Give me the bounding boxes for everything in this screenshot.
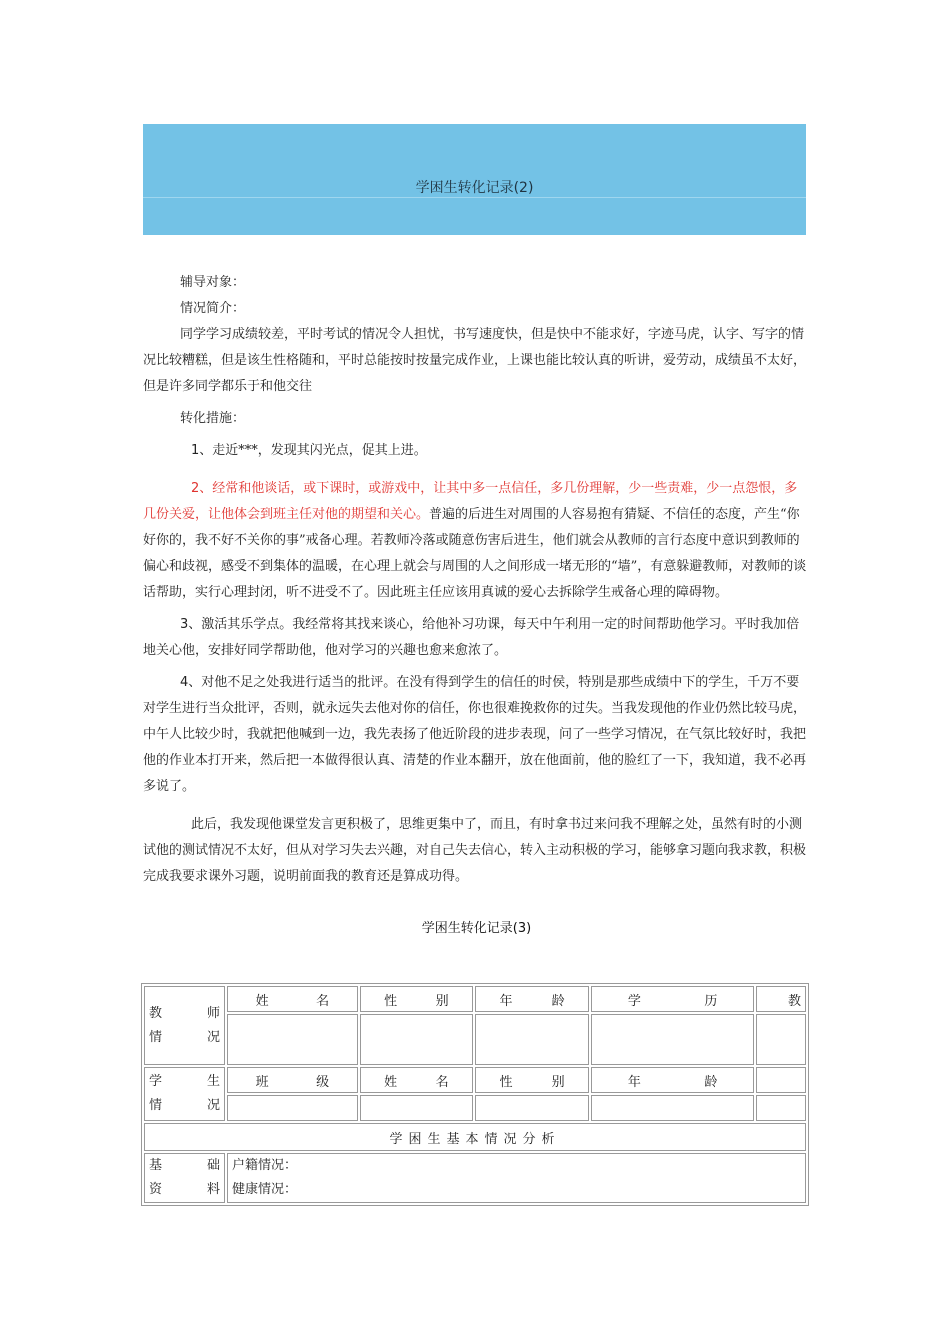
student-label-b1: 情 (149, 1098, 163, 1113)
household-label: 户籍情况： (231, 1158, 297, 1173)
measure-1-num: 1 (191, 443, 200, 458)
teacher-edu-char-1: 学 (627, 993, 641, 1009)
student-age-char-1: 年 (627, 1074, 641, 1090)
teacher-age-char-2: 龄 (551, 993, 565, 1009)
measure-4-num: 4 (180, 675, 189, 690)
measure-3-num: 3 (180, 617, 189, 632)
teacher-label-b2: 况 (206, 1029, 220, 1045)
measure-1 (143, 438, 810, 464)
basic-label-a1: 基 (149, 1158, 163, 1173)
measure-2 (143, 476, 810, 606)
student-age-char-2: 龄 (704, 1074, 718, 1090)
document-body (143, 270, 810, 890)
student-sex-cell[interactable] (475, 1095, 589, 1121)
student-class-char-2: 级 (316, 1074, 330, 1090)
student-info-table (141, 983, 809, 1206)
student-sex-char-2: 别 (551, 1074, 565, 1090)
teacher-label-a2: 师 (206, 1005, 220, 1021)
section-2-title: 学困生转化记录(3) (421, 921, 532, 936)
teacher-label-a1: 教 (149, 1005, 163, 1021)
student-name-header (360, 1067, 473, 1093)
teacher-name-header (227, 986, 358, 1012)
teacher-sex-cell[interactable] (360, 1014, 473, 1065)
teacher-age-header (475, 986, 589, 1012)
teacher-age-cell[interactable] (475, 1014, 589, 1065)
measure-4 (143, 670, 810, 800)
measures-label: 转化措施： (180, 411, 246, 426)
measure-3 (143, 612, 810, 664)
title-banner (143, 124, 806, 235)
teacher-edu-cell[interactable] (591, 1014, 754, 1065)
target-label: 辅导对象： (180, 275, 246, 290)
student-label-a1: 学 (149, 1074, 163, 1089)
student-label-b2: 况 (206, 1098, 220, 1113)
teacher-sex-header (360, 986, 473, 1012)
student-class-char-1: 班 (255, 1074, 269, 1090)
teacher-label-b1: 情 (149, 1029, 163, 1045)
intro-label: 情况简介： (180, 301, 246, 316)
banner-divider (143, 197, 806, 198)
student-extra-header (756, 1067, 806, 1093)
student-label-a2: 生 (206, 1074, 220, 1089)
teacher-name-char-1: 姓 (255, 993, 269, 1009)
intro-text: 同学学习成绩较差，平时考试的情况令人担忧，书写速度快，但是快中不能求好，字迹马虎，认字、写字的情况比较糟糕，但是该生性格随和，平时总能按时按量完成作业，上课也能比较认真的听讲，爱劳动，成绩虽不太好，但是许多同学都乐于和他交往 (143, 327, 807, 394)
basic-info-cell[interactable] (227, 1153, 806, 1203)
student-label (144, 1067, 225, 1121)
teacher-edu-header (591, 986, 754, 1012)
analysis-title: 学困生基本情况分析 (144, 1123, 806, 1151)
basic-label-b1: 资 (149, 1182, 163, 1197)
measure-3-text: 、激活其乐学点。我经常将其找来谈心，给他补习功课，每天中午利用一定的时间帮助他学习。平时我加倍地关心他，安排好同学帮助他，他对学习的兴趣也愈来愈浓了。 (143, 617, 800, 658)
measure-1-text: 、走近***，发现其闪光点，促其上进。 (199, 443, 427, 458)
student-sex-header (475, 1067, 589, 1093)
teacher-name-char-2: 名 (316, 993, 330, 1009)
basic-label (144, 1153, 225, 1203)
measure-2-text: 普遍的后进生对周围的人容易抱有猜疑、不信任的态度，产生“你好你的，我不好不关你的事”戒备心理。若教师冷落或随意伤害后进生，他们就会从教师的言行态度中意识到教师的偏心和歧视，感受不到集体的温暖，在心理上就会与周围的人之间形成一堵无形的“墙”，有意躲避教师，对教师的谈话帮助，实行心理封闭，听不进受不了。因此班主任应该用真诚的爱心去拆除学生戒备心理的障碍物。 (143, 507, 807, 600)
teacher-edu-char-2: 历 (704, 993, 718, 1009)
teacher-name-cell[interactable] (227, 1014, 358, 1065)
measure-2-red: 、经常和他谈话，或下课时，或游戏中，让其中多一点信任，多几份理解，少一些责难，少一点怨恨，多几份关爱，让他体会到班主任对他的期望和关心。 (143, 481, 798, 522)
student-class-cell[interactable] (227, 1095, 358, 1121)
teacher-teach-header: 教 (756, 986, 806, 1012)
teacher-label (144, 986, 225, 1065)
student-extra-cell[interactable] (756, 1095, 806, 1121)
student-class-header (227, 1067, 358, 1093)
banner-title: 学困生转化记录(2) (415, 180, 534, 196)
teacher-age-char-1: 年 (499, 993, 513, 1009)
student-age-cell[interactable] (591, 1095, 754, 1121)
student-name-cell[interactable] (360, 1095, 473, 1121)
conclusion-text: 此后，我发现他课堂发言更积极了，思维更集中了，而且，有时拿书过来问我不理解之处，虽然有时的小测试他的测试情况不太好，但从对学习失去兴趣，对自己失去信心，转入主动积极的学习，能够拿习题向我求教，积极完成我要求课外习题，说明前面我的教育还是算成功得。 (143, 817, 807, 884)
teacher-teach-cell[interactable] (756, 1014, 806, 1065)
measure-2-num: 2 (191, 481, 200, 496)
student-age-header (591, 1067, 754, 1093)
health-label: 健康情况： (231, 1182, 297, 1197)
student-sex-char-1: 性 (499, 1074, 513, 1090)
teacher-sex-char-2: 别 (435, 993, 449, 1009)
measure-4-text: 、对他不足之处我进行适当的批评。在没有得到学生的信任的时侯，特别是那些成绩中下的学生，千万不要对学生进行当众批评，否则，就永远失去他对你的信任，你也很难挽救你的过失。当我发现他的作业仍然比较马虎，中午人比较少时，我就把他喊到一边，我先表扬了他近阶段的进步表现，问了一些学习情况，在气氛比较好时，我把他的作业本打开来，然后把一本做得很认真、清楚的作业本翻开，放在他面前，他的脸红了一下，我知道，我不必再多说了。 (143, 675, 807, 794)
basic-label-b2: 料 (206, 1182, 220, 1197)
student-name-char-1: 姓 (384, 1074, 398, 1090)
teacher-sex-char-1: 性 (384, 993, 398, 1009)
basic-label-a2: 础 (206, 1158, 220, 1173)
student-name-char-2: 名 (435, 1074, 449, 1090)
